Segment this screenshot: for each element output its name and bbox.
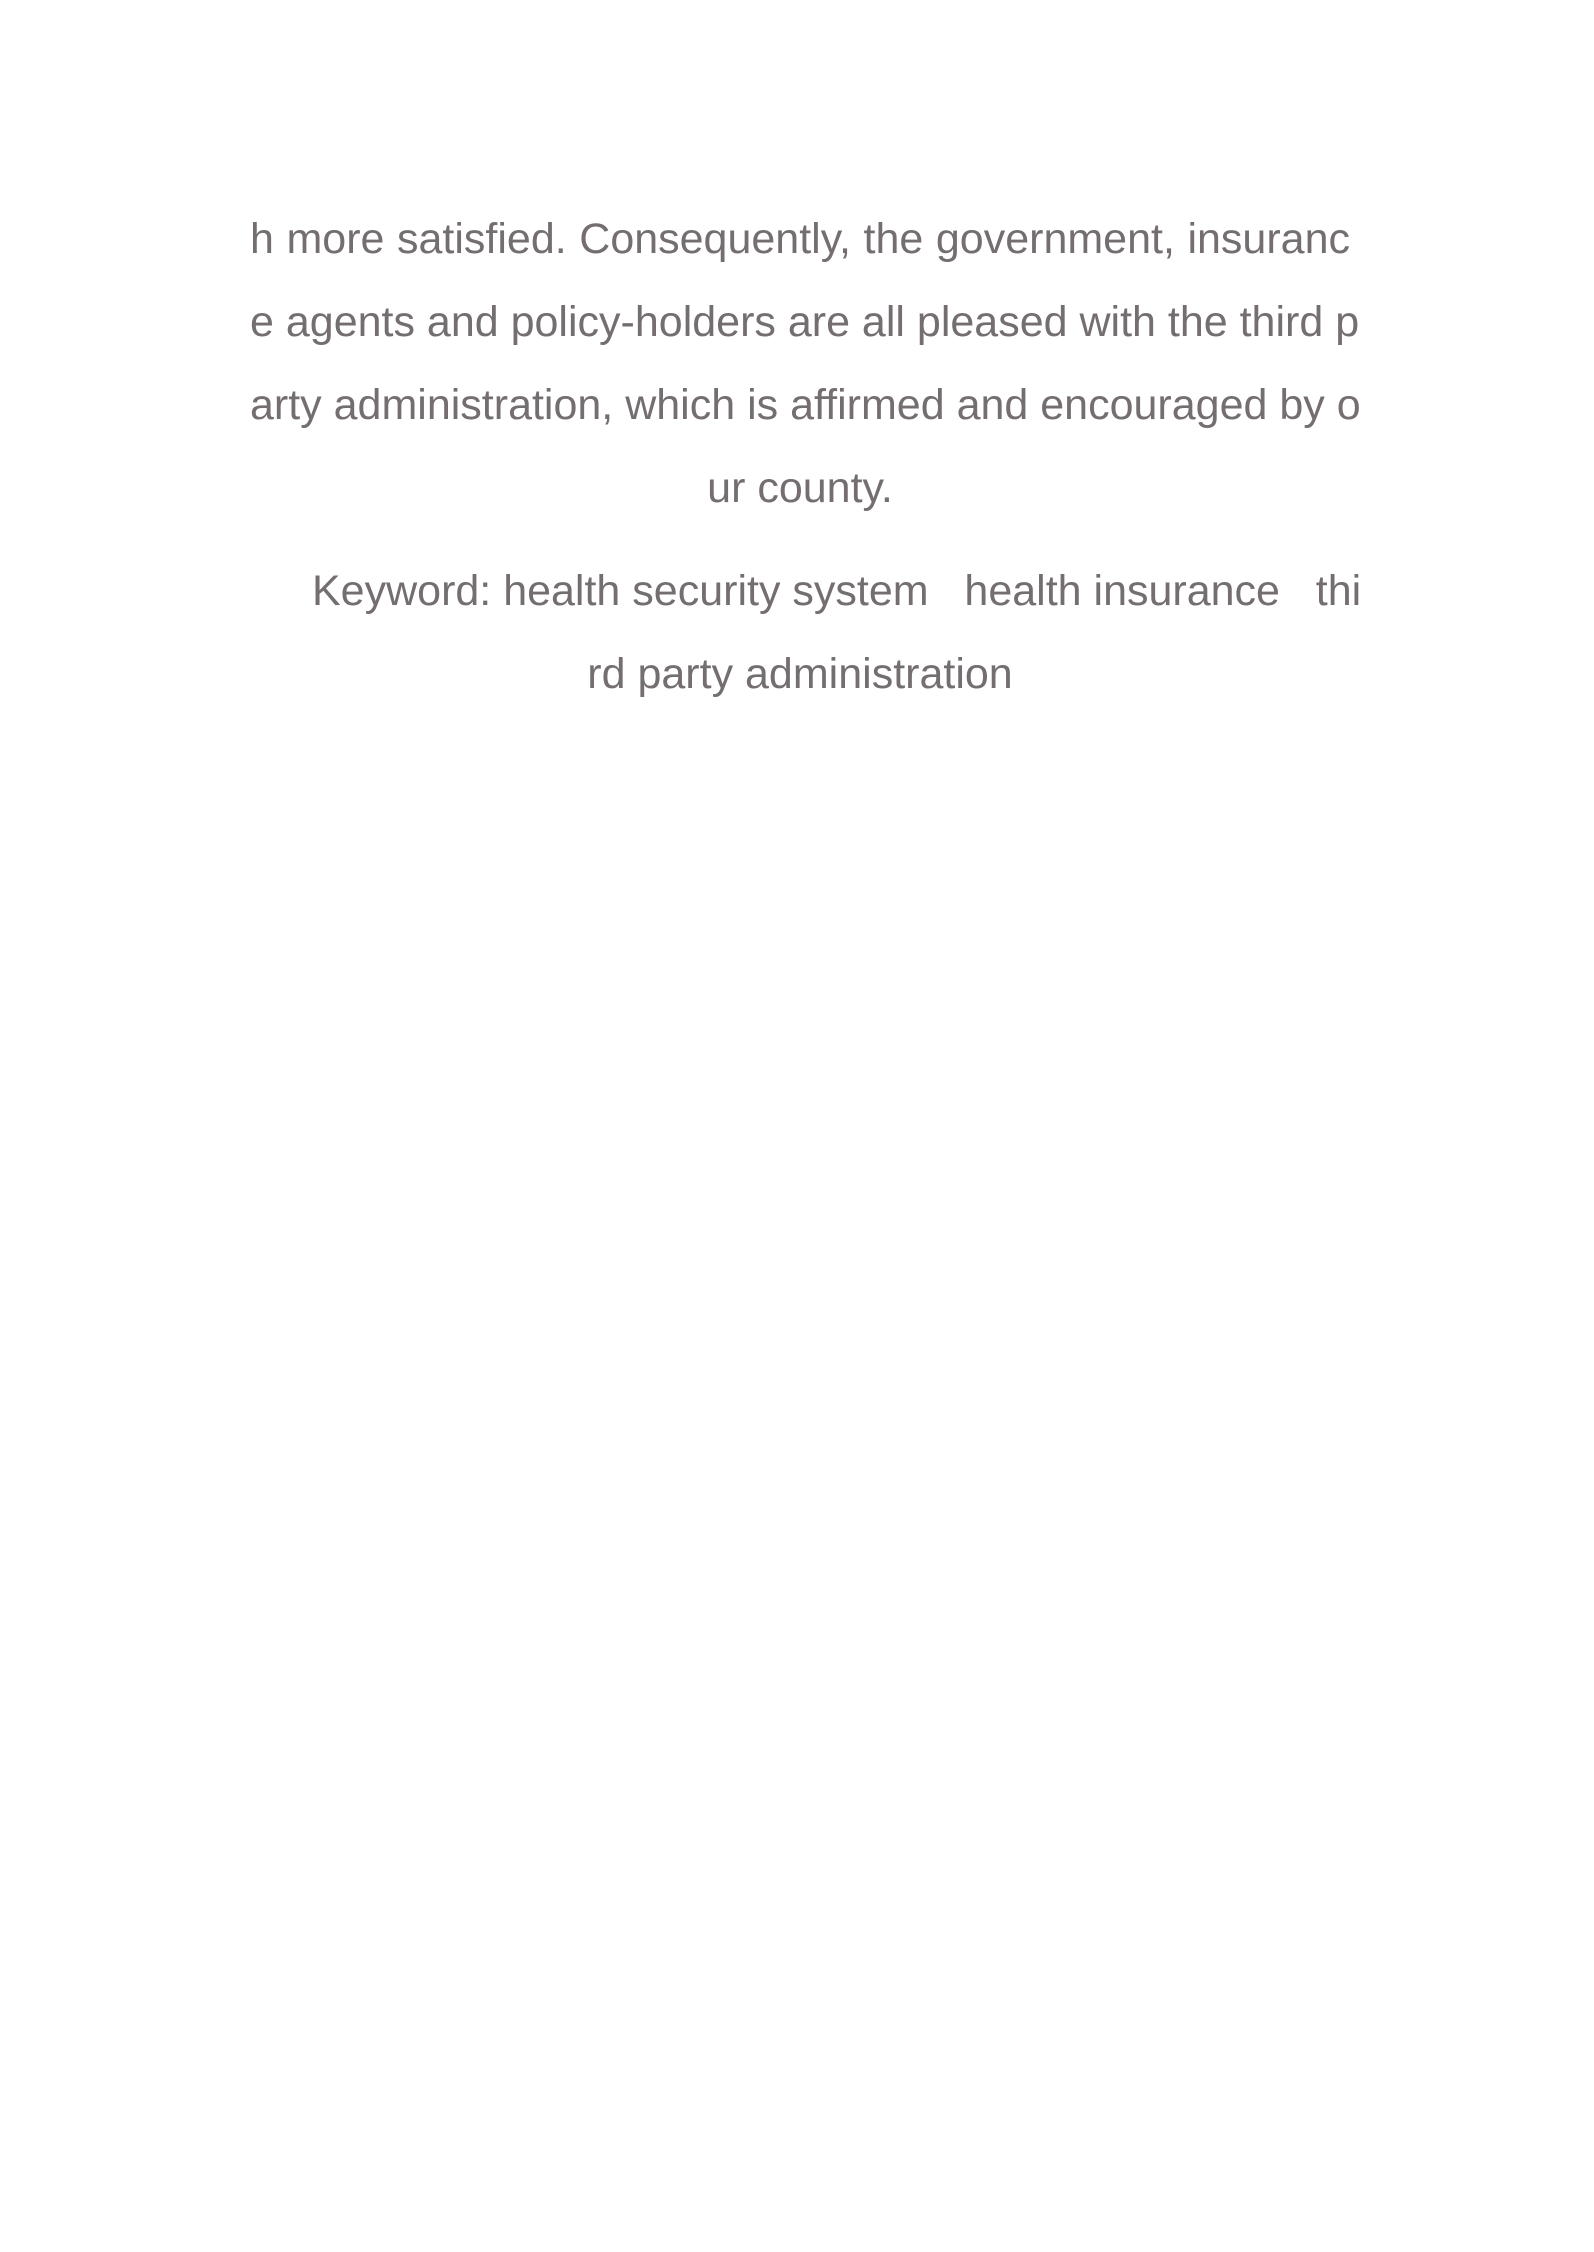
- abstract-line: h more satisfied. Consequently, the government, insuranc: [250, 215, 1350, 263]
- abstract-line: ur county.: [707, 464, 893, 512]
- abstract-line: arty administration, which is affirmed and encouraged by o: [250, 381, 1361, 429]
- keywords-line: Keyword: health security system health insurance thi: [312, 567, 1362, 615]
- abstract-line: e agents and policy-holders are all pleased with the third p: [250, 298, 1360, 346]
- keywords-line: rd party administration: [587, 650, 1013, 698]
